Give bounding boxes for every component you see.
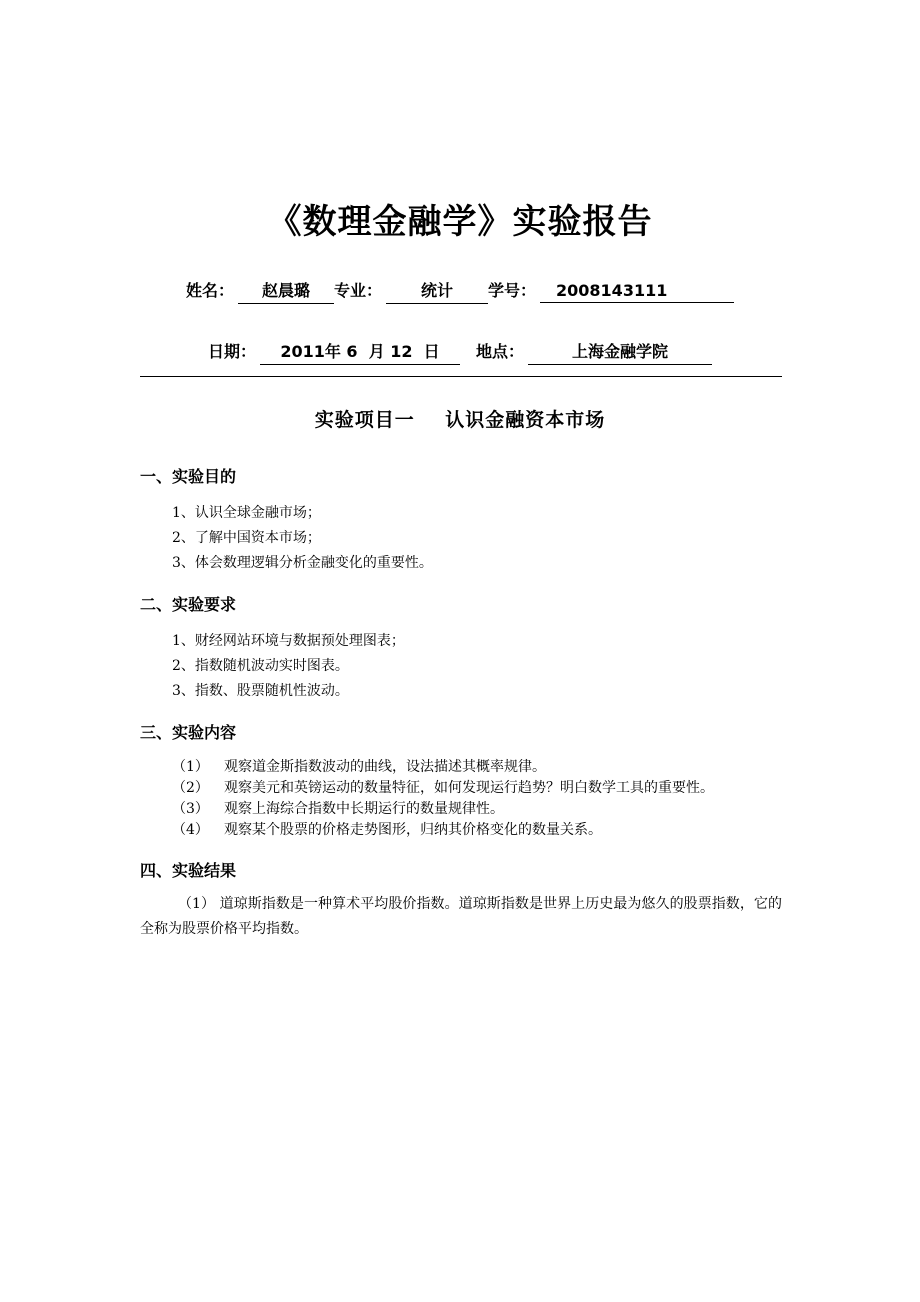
major-label: 专业： <box>333 281 382 300</box>
purpose-item: 2、了解中国资本市场； <box>172 530 321 546</box>
place-value: 上海金融学院 <box>528 339 712 365</box>
report-title: 《数理金融学》实验报告 <box>267 202 653 242</box>
content-item-text: 观察美元和英镑运动的数量特征，如何发现运行趋势？明白数学工具的重要性。 <box>224 780 714 796</box>
header-divider <box>140 376 782 377</box>
results-heading: 四、实验结果 <box>140 861 237 880</box>
content-item-number: （2） <box>172 780 209 796</box>
content-item-number: （1） <box>172 759 209 775</box>
purpose-item: 1、认识全球金融市场； <box>172 505 321 521</box>
content-item <box>172 756 546 776</box>
place-label: 地点： <box>476 342 525 361</box>
requirement-item: 2、指数随机波动实时图表。 <box>172 658 349 674</box>
requirement-item: 1、财经网站环境与数据预处理图表； <box>172 633 405 649</box>
content-item <box>172 798 504 818</box>
project-title: 实验项目一 认识金融资本市场 <box>314 409 606 431</box>
name-label: 姓名： <box>185 281 234 300</box>
requirements-heading: 二、实验要求 <box>140 595 237 614</box>
content-heading: 三、实验内容 <box>140 723 237 742</box>
purpose-heading: 一、实验目的 <box>140 467 237 486</box>
content-item-text: 观察上海综合指数中长期运行的数量规律性。 <box>224 801 504 817</box>
major-value: 统计 <box>386 278 488 304</box>
content-item-number: （3） <box>172 801 209 817</box>
name-value: 赵晨璐 <box>238 278 334 304</box>
id-value: 2008143111 <box>540 281 734 303</box>
student-info-row <box>0 278 920 304</box>
content-item-number: （4） <box>172 822 209 838</box>
content-item <box>172 777 714 797</box>
purpose-item: 3、体会数理逻辑分析金融变化的重要性。 <box>172 555 433 571</box>
date-label: 日期： <box>207 342 256 361</box>
results-paragraph: （1） 道琼斯指数是一种算术平均股价指数。道琼斯指数是世界上历史最为悠久的股票指数，它的全称为股票价格平均指数。 <box>140 896 782 937</box>
content-item-text: 观察道金斯指数波动的曲线，设法描述其概率规律。 <box>224 759 546 775</box>
requirement-item: 3、指数、股票随机性波动。 <box>172 683 349 699</box>
id-label: 学号： <box>488 281 537 300</box>
date-place-row <box>0 339 920 365</box>
content-item-text: 观察某个股票的价格走势图形，归纳其价格变化的数量关系。 <box>224 822 602 838</box>
content-item <box>172 819 602 839</box>
date-value: 2011年 6 月 12 日 <box>260 339 460 365</box>
